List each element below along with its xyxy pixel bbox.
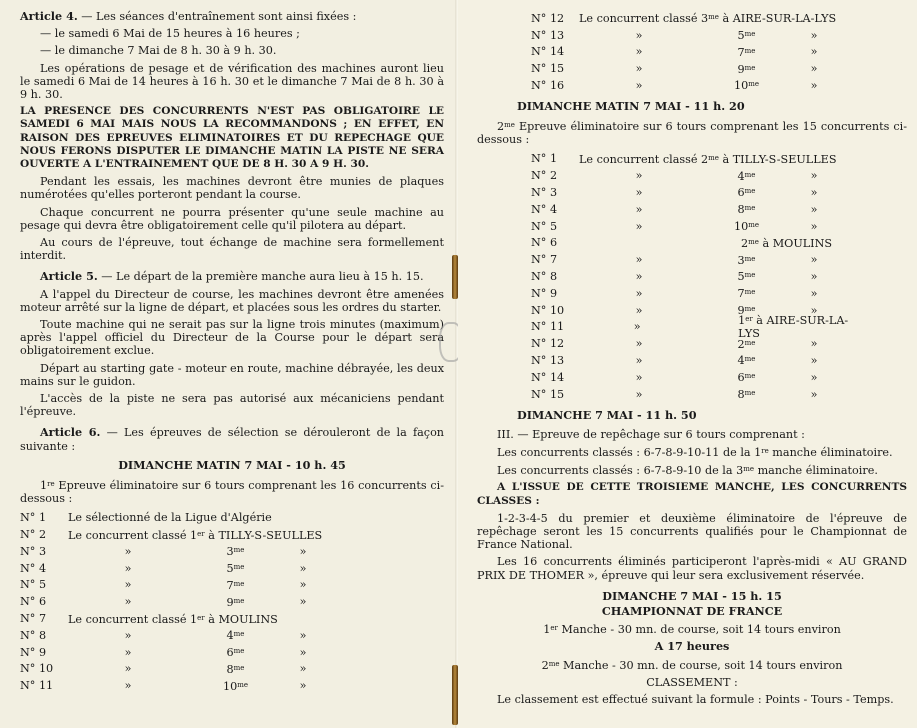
- item-c3: $10^{me}$: [222, 679, 249, 693]
- dimanche-1515-heading: DIMANCHE 7 MAI - 15 h. 15: [602, 588, 782, 603]
- item-number: N° 2: [531, 169, 558, 183]
- item-c2: »: [635, 45, 643, 59]
- item-c2: »: [124, 628, 132, 642]
- item-c4: »: [810, 169, 818, 183]
- item-c4: »: [810, 62, 818, 76]
- list-item: [20, 677, 444, 694]
- item-c4: »: [299, 544, 307, 558]
- item-number: N° 11: [531, 320, 565, 334]
- a-17-heures: A 17 heures: [654, 639, 730, 654]
- grand-prix-para: Les 16 concurrents éliminés participeront l'après-midi « AU GRAND PRIX DE THOMER », épreuve qui leur sera exclusivement réservée.: [477, 555, 907, 582]
- dimanche-matin-1045-heading: DIMANCHE MATIN 7 MAI - 10 h. 45: [118, 457, 346, 472]
- item-c4: »: [299, 578, 307, 592]
- art4-para1: Les opérations de pesage et de vérification des machines auront lieu le samedi 6 Mai de 14 heures à 16 h. 30 et le dimanche 7 Mai de 8 h. 30 à 9 h. 30.: [20, 61, 444, 102]
- item-number: N° 14: [531, 370, 565, 384]
- list-item: [531, 251, 907, 268]
- item-c4: »: [299, 628, 307, 642]
- art5-intro: Article 5. — Le départ de la première manche aura lieu à 15 h. 15.: [40, 269, 424, 284]
- list-item: [531, 201, 907, 218]
- art4-para4: Au cours de l'épreuve, tout échange de machine sera formellement interdit.: [20, 236, 444, 263]
- item-c2: »: [635, 353, 643, 367]
- item-text: Le concurrent classé $2^{me}$ à TILLY-S-SEULLES: [579, 152, 837, 166]
- item-c4: »: [299, 595, 307, 609]
- item-number: N° 16: [531, 78, 565, 92]
- item-c2: »: [124, 578, 132, 592]
- item-c2: »: [635, 62, 643, 76]
- item-number: N° 4: [531, 202, 558, 216]
- item-c2: »: [124, 544, 132, 558]
- item-c3: $8^{me}$: [737, 388, 756, 402]
- classement-para: Le classement est effectué suivant la formule : Points - Tours - Temps.: [497, 693, 894, 706]
- item-number: N° 6: [531, 236, 558, 250]
- list-item: [531, 369, 907, 386]
- item-c3: $10^{me}$: [733, 220, 760, 234]
- item-c3: $7^{me}$: [737, 45, 756, 59]
- item-c2: »: [635, 219, 643, 233]
- item-number: N° 5: [20, 578, 47, 592]
- item-c4: »: [810, 28, 818, 42]
- dimanche-1150-heading: DIMANCHE 7 MAI - 11 h. 50: [517, 407, 697, 422]
- item-c2: »: [635, 337, 643, 351]
- item-c2: »: [124, 679, 132, 693]
- item-number: N° 5: [531, 219, 558, 233]
- item-number: N° 12: [531, 11, 565, 25]
- classement-heading: CLASSEMENT :: [646, 675, 738, 689]
- item-number: N° 10: [531, 303, 565, 317]
- item-c2: »: [635, 78, 643, 92]
- item-c4: »: [810, 269, 818, 283]
- epreuve-1-list-cont: [531, 10, 907, 94]
- item-c4: »: [810, 202, 818, 216]
- item-c4: »: [810, 303, 818, 317]
- left-page: [0, 0, 458, 728]
- repechage-caps: A L'ISSUE DE CETTE TROISIEME MANCHE, LES CONCURRENTS CLASSES :: [477, 481, 907, 507]
- item-c4: »: [299, 662, 307, 676]
- item-c2: »: [124, 595, 132, 609]
- repechage-line2: Les concurrents classés : 6-7-8-9-10 de la $3^{me}$ manche éliminatoire.: [497, 464, 878, 478]
- item-number: N° 15: [531, 387, 565, 401]
- item-c2: »: [635, 28, 643, 42]
- item-c4: »: [810, 253, 818, 267]
- item-c4: »: [810, 78, 818, 92]
- item-c3: $7^{me}$: [226, 578, 245, 592]
- item-c3: $2^{me}$: [737, 337, 756, 351]
- item-c3: $8^{me}$: [737, 203, 756, 217]
- epreuve-2-list: [531, 151, 907, 403]
- item-c3: 1er à AIRE-SUR-LA-LYS: [738, 314, 849, 341]
- item-text: Le concurrent classé 1er à MOULINS: [68, 612, 278, 626]
- item-number: N° 7: [531, 253, 558, 267]
- list-item: [531, 44, 907, 61]
- item-c2: »: [635, 370, 643, 384]
- item-c3: $6^{me}$: [226, 646, 245, 660]
- item-number: N° 1: [20, 511, 47, 525]
- art4-line1: — le samedi 6 Mai de 15 heures à 16 heures ;: [40, 27, 300, 41]
- art5-para1: A l'appel du Directeur de course, les machines devront être amenées moteur arrêté sur la ligne de départ, et placées sous les ordres du starter.: [20, 287, 444, 314]
- item-c4: »: [810, 387, 818, 401]
- item-c4: »: [299, 645, 307, 659]
- item-number: N° 10: [20, 662, 54, 676]
- art5-para3: Départ au starting gate - moteur en route, machine débrayée, les deux mains sur le guidon.: [20, 361, 444, 388]
- art4-para2: Pendant les essais, les machines devront être munies de plaques numérotées qu'elles porteront pendant la course.: [20, 175, 444, 202]
- list-item: [531, 352, 907, 369]
- item-number: N° 13: [531, 28, 565, 42]
- list-item: [20, 560, 444, 577]
- repechage-para: 1-2-3-4-5 du premier et deuxième éliminatoire de l'épreuve de repêchage seront les 15 concurrents qualifiés pour le Championnat de France National.: [477, 511, 907, 552]
- list-item: [20, 661, 444, 678]
- item-text: Le concurrent classé 1er à TILLY-S-SEULLES: [68, 528, 323, 542]
- item-c4: »: [810, 185, 818, 199]
- item-number: N° 7: [20, 612, 47, 626]
- item-c2: »: [635, 387, 643, 401]
- list-item: [20, 577, 444, 594]
- epreuve-1-desc: 1re Epreuve éliminatoire sur 6 tours comprenant les 16 concurrents ci-dessous :: [20, 479, 444, 506]
- item-c2: »: [635, 269, 643, 283]
- item-c3: $4^{me}$: [737, 169, 756, 183]
- item-text: Le sélectionné de la Ligue d'Algérie: [68, 511, 272, 525]
- item-c2: »: [635, 253, 643, 267]
- art5-para2: Toute machine qui ne serait pas sur la ligne trois minutes (maximum) après l'appel officiel du Directeur de la Course pour le départ sera obligatoirement exclue.: [20, 318, 444, 358]
- list-item: [531, 314, 907, 341]
- list-item: [531, 77, 907, 94]
- item-c3: $3^{me}$: [226, 545, 245, 559]
- list-item: [531, 167, 907, 184]
- list-item: [531, 386, 907, 403]
- item-c3: $5^{me}$: [226, 562, 245, 576]
- item-c3: $5^{me}$: [737, 270, 756, 284]
- item-c4: »: [810, 219, 818, 233]
- item-number: N° 3: [20, 544, 47, 558]
- item-c3: $4^{me}$: [226, 629, 245, 643]
- item-c3: $9^{me}$: [737, 304, 756, 318]
- art4-caps: LA PRESENCE DES CONCURRENTS N'EST PAS OBLIGATOIRE LE SAMEDI 6 MAI MAIS NOUS LA RECOMMANDONS ; EN EFFET, EN RAISON DES EPREUVES ELIMINATOIRES ET DU REPECHAGE QUE NOUS FERONS DISPUTER LE DIMANCHE MATIN LA PISTE NE SERA OUVERTE A L'ENTRAINEMENT QUE DE 8 H. 30 A 9 H. 30.: [20, 105, 444, 171]
- list-item: [20, 510, 444, 527]
- item-c3: $8^{me}$: [226, 662, 245, 676]
- list-item: [20, 526, 444, 543]
- right-page: [458, 0, 917, 728]
- item-c2: »: [635, 169, 643, 183]
- item-c3: $4^{me}$: [737, 354, 756, 368]
- item-c4: »: [810, 286, 818, 300]
- repechage-desc: III. — Epreuve de repêchage sur 6 tours comprenant :: [497, 427, 805, 441]
- item-number: N° 9: [531, 286, 558, 300]
- item-c4: »: [810, 337, 818, 351]
- item-c2: »: [124, 645, 132, 659]
- list-item: [531, 235, 907, 252]
- item-number: N° 12: [531, 337, 565, 351]
- list-item: [20, 627, 444, 644]
- list-item: [531, 268, 907, 285]
- item-number: N° 1: [531, 152, 558, 166]
- list-item: [531, 60, 907, 77]
- art5-para4: L'accès de la piste ne sera pas autorisé aux mécaniciens pendant l'épreuve.: [20, 392, 444, 419]
- list-item: [531, 285, 907, 302]
- item-c2: »: [633, 320, 641, 334]
- list-item: [20, 610, 444, 627]
- art6-intro: Article 6. — Les épreuves de sélection se dérouleront de la façon suivante :: [20, 425, 445, 453]
- item-c2: »: [124, 662, 132, 676]
- item-number: N° 2: [20, 528, 47, 542]
- item-c4: »: [299, 561, 307, 575]
- repechage-line1: Les concurrents classés : 6-7-8-9-10-11 de la 1re manche éliminatoire.: [497, 445, 893, 459]
- dimanche-matin-1120-heading: DIMANCHE MATIN 7 MAI - 11 h. 20: [517, 98, 745, 113]
- item-c4: »: [810, 353, 818, 367]
- item-c3: $9^{me}$: [226, 595, 245, 609]
- list-item: [20, 593, 444, 610]
- manche-1-line: 1er Manche - 30 mn. de course, soit 14 tours environ: [543, 623, 841, 637]
- item-c2: »: [635, 286, 643, 300]
- item-c3: $7^{me}$: [737, 287, 756, 301]
- manche-2-line: $2^{me}$ Manche - 30 mn. de course, soit 14 tours environ: [541, 658, 843, 672]
- item-c4: »: [299, 679, 307, 693]
- championnat-title: CHAMPIONNAT DE FRANCE: [601, 603, 783, 618]
- item-c3: $10^{me}$: [733, 79, 760, 93]
- list-item: [531, 27, 907, 44]
- item-number: N° 11: [20, 679, 54, 693]
- item-c3: $2^{me}$ à MOULINS: [741, 236, 833, 250]
- art4-para3: Chaque concurrent ne pourra présenter qu'une seule machine au pesage qui devra être obligatoirement celle qu'il pilotera au départ.: [20, 205, 444, 232]
- list-item: [531, 218, 907, 235]
- item-c3: $3^{me}$: [737, 253, 756, 267]
- item-c2: »: [124, 561, 132, 575]
- art4-intro: Article 4. — Les séances d'entraînement sont ainsi fixées :: [20, 9, 357, 23]
- item-number: N° 15: [531, 62, 565, 76]
- list-item: [20, 543, 444, 560]
- item-number: N° 13: [531, 353, 565, 367]
- list-item: [531, 184, 907, 201]
- item-c2: »: [635, 303, 643, 317]
- item-number: N° 8: [20, 628, 47, 642]
- epreuve-2-desc: $2^{me}$ Epreuve éliminatoire sur 6 tours comprenant les 15 concurrents ci-dessous :: [477, 120, 907, 147]
- item-c3: $9^{me}$: [737, 62, 756, 76]
- item-c2: »: [635, 202, 643, 216]
- epreuve-1-list: [20, 510, 444, 695]
- art4-line2: — le dimanche 7 Mai de 8 h. 30 à 9 h. 30.: [40, 44, 277, 58]
- item-c4: »: [810, 370, 818, 384]
- item-number: N° 9: [20, 645, 47, 659]
- item-c3: $6^{me}$: [737, 371, 756, 385]
- list-item: [531, 10, 907, 27]
- item-number: N° 8: [531, 269, 558, 283]
- list-item: [20, 644, 444, 661]
- item-number: N° 14: [531, 45, 565, 59]
- item-c4: »: [810, 45, 818, 59]
- item-number: N° 4: [20, 561, 47, 575]
- list-item: [531, 151, 907, 168]
- item-number: N° 3: [531, 185, 558, 199]
- item-c2: »: [635, 185, 643, 199]
- item-c3: $6^{me}$: [737, 186, 756, 200]
- item-c3: $5^{me}$: [737, 29, 756, 43]
- item-number: N° 6: [20, 595, 47, 609]
- item-text: Le concurrent classé $3^{me}$ à AIRE-SUR-LA-LYS: [579, 12, 837, 26]
